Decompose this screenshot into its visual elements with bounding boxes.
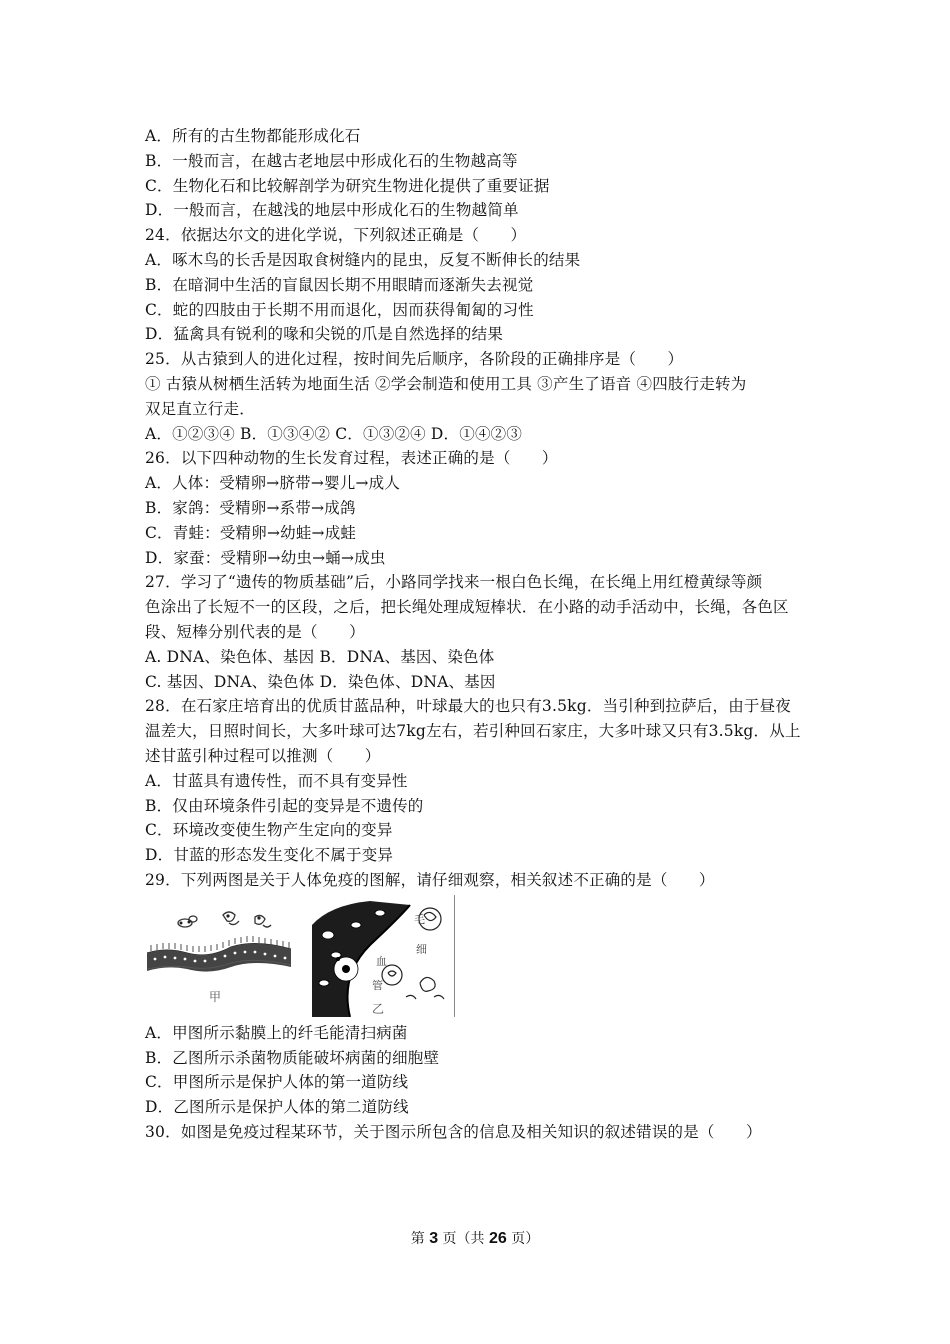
footer-suffix: 页） xyxy=(511,1231,540,1247)
figure-jia-caption: 甲 xyxy=(209,989,222,1004)
q28-stem-3: 述甘蓝引种过程可以推测（ ） xyxy=(145,746,381,765)
q27-options-ab: A. DNA、染色体、基因 B．DNA、基因、染色体 xyxy=(145,647,495,666)
figure-label-xi: 细 xyxy=(416,942,427,956)
q25-stem-cont-1: ① 古猿从树栖生活转为地面生活 ②学会制造和使用工具 ③产生了语音 ④四肢行走转为 xyxy=(145,374,747,393)
figure-label-guan: 管 xyxy=(372,978,383,992)
q27-stem-2: 色涂出了长短不一的区段，之后，把长绳处理成短棒状．在小路的动手活动中，长绳，各色区 xyxy=(145,598,789,617)
q25-options: A．①②③④ B．①③④② C．①③②④ D．①④②③ xyxy=(145,424,523,443)
q23-option-c: C．生物化石和比较解剖学为研究生物进化提供了重要证据 xyxy=(145,176,550,195)
q30-stem: 30．如图是免疫过程某环节，关于图示所包含的信息及相关知识的叙述错误的是（ ） xyxy=(145,1122,762,1141)
q25-stem: 25．从古猿到人的进化过程，按时间先后顺序，各阶段的正确排序是（ ） xyxy=(145,350,684,369)
footer-middle: 页（共 xyxy=(442,1231,485,1247)
q24-option-d: D．猛禽具有锐利的喙和尖锐的爪是自然选择的结果 xyxy=(145,325,504,344)
q29-option-d: D．乙图所示是保护人体的第二道防线 xyxy=(145,1098,409,1117)
q23-option-d: D．一般而言，在越浅的地层中形成化石的生物越简单 xyxy=(145,201,519,220)
q28-stem-2: 温差大，日照时间长，大多叶球可达7kg左右，若引种回石家庄，大多叶球又只有3.5kg．从上 xyxy=(145,722,801,741)
q27-stem-1: 27．学习了“遗传的物质基础”后，小路同学找来一根白色长绳，在长绳上用红橙黄绿等颜 xyxy=(145,573,763,592)
q28-option-d: D．甘蓝的形态发生变化不属于变异 xyxy=(145,846,394,865)
q29-option-c: C．甲图所示是保护人体的第一道防线 xyxy=(145,1073,409,1092)
q26-option-c: C．青蛙：受精卵→幼蛙→成蛙 xyxy=(145,523,357,542)
q27-stem-3: 段、短棒分别代表的是（ ） xyxy=(145,622,365,641)
q29-stem: 29．下列两图是关于人体免疫的图解，请仔细观察，相关叙述不正确的是（ ） xyxy=(145,870,715,889)
q28-stem-1: 28．在石家庄培育出的优质甘蓝品种，叶球最大的也只有3.5kg．当引种到拉萨后，由于昼夜 xyxy=(145,697,791,716)
figure-label-mao: 毛 xyxy=(414,912,425,926)
q26-option-d: D．家蚕：受精卵→幼虫→蛹→成虫 xyxy=(145,548,386,567)
q29-figures xyxy=(145,895,815,1019)
q24-option-b: B．在暗洞中生活的盲鼠因长期不用眼睛而逐渐失去视觉 xyxy=(145,275,534,294)
q28-option-b: B．仅由环境条件引起的变异是不遗传的 xyxy=(145,796,424,815)
q26-option-b: B．家鸽：受精卵→系带→成鸽 xyxy=(145,498,356,517)
q28-option-c: C．环境改变使生物产生定向的变异 xyxy=(145,821,393,840)
figure-yi-caption: 乙 xyxy=(372,1001,385,1016)
q24-option-c: C．蛇的四肢由于长期不用而退化，因而获得匍匐的习性 xyxy=(145,300,534,319)
exam-page-content xyxy=(145,124,815,1145)
figure-jia-mucosa-illustration xyxy=(145,901,295,1013)
q23-option-b: B．一般而言，在越古老地层中形成化石的生物越高等 xyxy=(145,151,518,170)
figure-yi-phagocyte-illustration xyxy=(310,895,455,1017)
q29-option-b: B．乙图所示杀菌物质能破坏病菌的细胞壁 xyxy=(145,1048,440,1067)
q26-option-a: A．人体：受精卵→脐带→婴儿→成人 xyxy=(145,474,401,493)
footer-total-pages: 26 xyxy=(489,1230,507,1247)
q25-stem-cont-2: 双足直立行走． xyxy=(145,399,255,418)
footer-prefix: 第 xyxy=(410,1231,425,1247)
footer-page-number: 3 xyxy=(429,1230,439,1247)
figure-label-xue: 血 xyxy=(376,954,387,968)
q28-option-a: A．甘蓝具有遗传性，而不具有变异性 xyxy=(145,771,408,790)
q26-stem: 26．以下四种动物的生长发育过程，表述正确的是（ ） xyxy=(145,449,558,468)
q23-option-a: A．所有的古生物都能形成化石 xyxy=(145,127,361,145)
q24-option-a: A．啄木鸟的长舌是因取食树缝内的昆虫，反复不断伸长的结果 xyxy=(145,250,581,269)
q29-option-a: A．甲图所示黏膜上的纤毛能清扫病菌 xyxy=(145,1023,408,1042)
q27-options-cd: C. 基因、DNA、染色体 D．染色体、DNA、基因 xyxy=(145,672,496,691)
q24-stem: 24．依据达尔文的进化学说，下列叙述正确是（ ） xyxy=(145,226,527,245)
page-footer xyxy=(0,1228,950,1248)
